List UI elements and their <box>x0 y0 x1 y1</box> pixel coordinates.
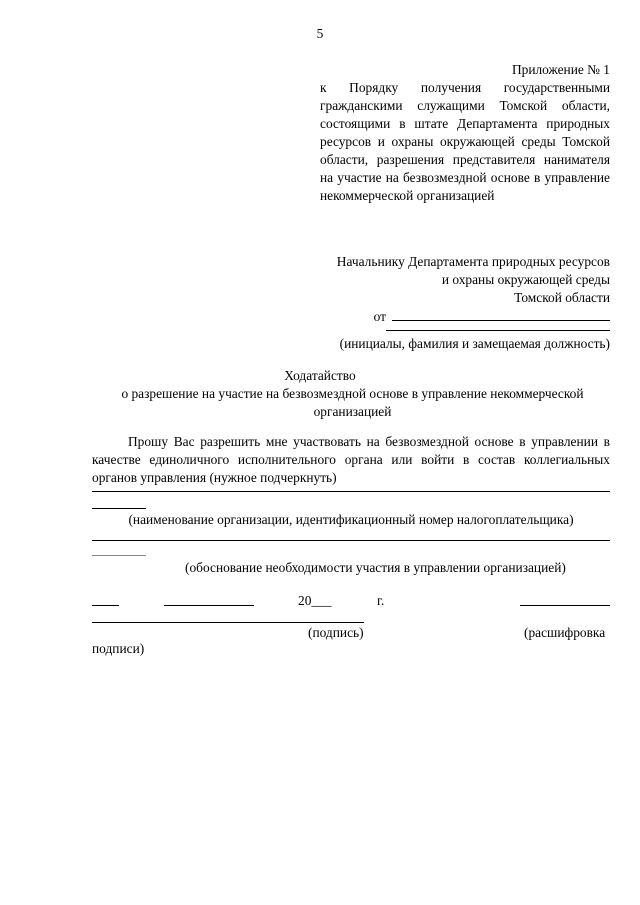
from-line <box>300 307 610 326</box>
decoding-caption-continued: подписи) <box>92 641 145 656</box>
position-blank-line <box>386 330 610 331</box>
addressee-line-3: Томской области <box>514 290 610 305</box>
justification-blank-line-1 <box>92 540 610 541</box>
signature-caption: (подпись) <box>308 625 364 640</box>
page-number: 5 <box>316 26 324 41</box>
decoding-blank-line <box>520 605 610 606</box>
day-blank-line <box>92 605 119 606</box>
appendix-title: Приложение № 1 <box>511 62 610 77</box>
decoding-caption: (расшифровка <box>524 625 606 640</box>
justification-caption: (обоснование необходимости участия в управлении организацией) <box>185 560 566 575</box>
addressee-line-2: и охраны окружающей среды <box>441 272 610 287</box>
addressee-line-1: Начальнику Департамента природных ресурсов <box>336 254 610 269</box>
request-paragraph: Прошу Вас разрешить мне участвовать на безвозмездной основе в управлении в качестве единоличного исполнительного органа или войти в состав коллегиальных органов управления (нужное подчеркнуть) <box>92 434 610 485</box>
from-blank-line <box>392 307 610 321</box>
addressee-caption: (инициалы, фамилия и замещаемая должность) <box>339 336 610 351</box>
org-caption: (наименование организации, идентификационный номер налогоплательщика) <box>128 512 574 527</box>
org-blank-line-2 <box>92 508 146 509</box>
from-label: от <box>373 309 386 324</box>
appendix-body: к Порядку получения государственными гражданскими служащими Томской области, состоящими в штате Департамента природных ресурсов и охраны окружающей среды Томской области, разрешения представителя нанимателя на участие на безвозмездной основе в управление некоммерческой организацией <box>320 80 610 203</box>
month-blank-line <box>164 605 254 606</box>
signature-blank-line <box>92 622 364 623</box>
org-blank-line-1 <box>92 491 610 492</box>
document-title: Ходатайство <box>284 368 356 383</box>
addressee-block <box>300 253 610 307</box>
document-subtitle: о разрешение на участие на безвозмездной основе в управление некоммерческой организацией <box>121 386 584 419</box>
year-field: 20___ <box>298 593 332 608</box>
year-suffix: г. <box>377 593 385 608</box>
justification-blank-line-2 <box>92 555 146 556</box>
